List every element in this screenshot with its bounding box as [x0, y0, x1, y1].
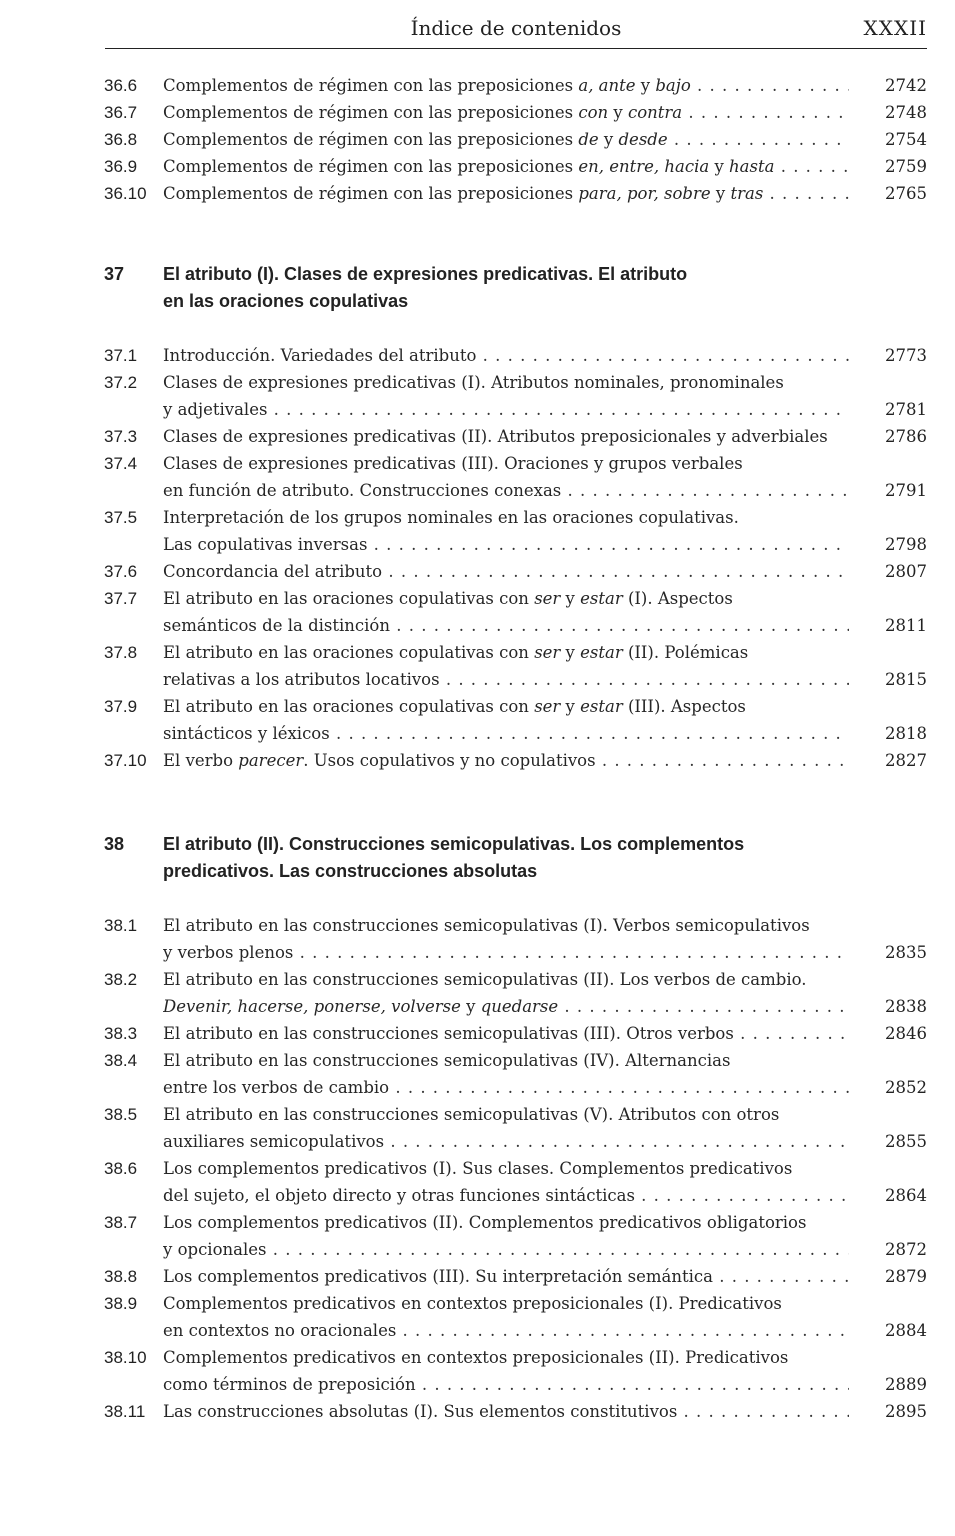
- entry-page-number: 2852: [885, 1078, 927, 1097]
- entry-title-line: como términos de preposición . . .: [163, 1371, 849, 1398]
- entry-number: 36.9: [104, 157, 138, 176]
- entry-number: 38.8: [104, 1267, 138, 1286]
- entry-page-number: 2835: [885, 943, 927, 962]
- entry-page-number: 2798: [885, 535, 927, 554]
- entry-title-line: El atributo en las oraciones copulativas con ser y estar (I). Aspectos: [163, 589, 733, 608]
- entry-title-line: semánticos de la distinción . . .: [163, 612, 849, 639]
- entry-title-line: Clases de expresiones predicativas (III). Oraciones y grupos verbales: [163, 454, 743, 473]
- toc-entry: [0, 1020, 955, 1047]
- entry-title-line: El atributo en las construcciones semicopulativas (I). Verbos semicopulativos: [163, 916, 810, 935]
- entry-title-line: El atributo en las construcciones semicopulativas (IV). Alternancias: [163, 1051, 731, 1070]
- entry-title-line: Complementos de régimen con las preposiciones con y contra . . .: [163, 99, 849, 126]
- entry-page-number: 2827: [885, 751, 927, 770]
- toc-entry: [0, 126, 955, 153]
- entry-title: [163, 153, 849, 180]
- entry-title: [163, 1290, 849, 1344]
- toc-entry: [0, 585, 955, 639]
- entry-page-number: 2889: [885, 1375, 927, 1394]
- chapter-title-line: predicativos. Las construcciones absolutas: [163, 861, 538, 881]
- entry-number: 36.10: [104, 184, 147, 203]
- entry-title-line: Complementos de régimen con las preposiciones de y desde . . .: [163, 126, 849, 153]
- entry-title-line: Los complementos predicativos (I). Sus clases. Complementos predicativos: [163, 1159, 793, 1178]
- entry-number: 37.8: [104, 643, 138, 662]
- entry-number: 37.6: [104, 562, 138, 581]
- toc-entry: [0, 504, 955, 558]
- toc-entry: [0, 1209, 955, 1263]
- entry-title-line: entre los verbos de cambio . . .: [163, 1074, 849, 1101]
- entry-title-line: El atributo en las construcciones semicopulativas (III). Otros verbos . . .: [163, 1020, 849, 1047]
- entry-page-number: 2864: [885, 1186, 927, 1205]
- entry-title-line: Los complementos predicativos (III). Su interpretación semántica . . .: [163, 1263, 849, 1290]
- chapter-number: 38: [104, 834, 125, 854]
- entry-number: 38.5: [104, 1105, 138, 1124]
- entry-number: 38.7: [104, 1213, 138, 1232]
- toc-entry: [0, 450, 955, 504]
- entry-title: [163, 504, 849, 558]
- entry-title-line: relativas a los atributos locativos . . .: [163, 666, 849, 693]
- entry-number: 38.4: [104, 1051, 138, 1070]
- entry-title: [163, 1020, 849, 1047]
- entry-title-line: y verbos plenos . . .: [163, 939, 849, 966]
- entry-title-line: Complementos predicativos en contextos preposicionales (I). Predicativos: [163, 1294, 782, 1313]
- entry-title-line: en función de atributo. Construcciones conexas . . .: [163, 477, 849, 504]
- entry-page-number: 2838: [885, 997, 927, 1016]
- entry-page-number: 2754: [885, 130, 927, 149]
- chapter-number: 37: [104, 264, 125, 284]
- toc-entry: [0, 966, 955, 1020]
- entry-number: 37.10: [104, 751, 147, 770]
- entry-title: [163, 912, 849, 966]
- entry-page-number: 2815: [885, 670, 927, 689]
- entry-title-line: Los complementos predicativos (II). Complementos predicativos obligatorios: [163, 1213, 807, 1232]
- toc-entry: [0, 747, 955, 774]
- entry-title-line: El atributo en las construcciones semicopulativas (II). Los verbos de cambio.: [163, 970, 807, 989]
- entry-number: 37.2: [104, 373, 138, 392]
- entry-title-line: El verbo parecer. Usos copulativos y no copulativos . . .: [163, 747, 849, 774]
- toc-entry: [0, 1047, 955, 1101]
- entry-title-line: del sujeto, el objeto directo y otras funciones sintácticas . . .: [163, 1182, 849, 1209]
- entry-number: 38.6: [104, 1159, 138, 1178]
- entry-title: [163, 1398, 849, 1425]
- entry-title: [163, 99, 849, 126]
- toc-entry: [0, 639, 955, 693]
- entry-title-line: auxiliares semicopulativos . . .: [163, 1128, 849, 1155]
- entry-page-number: 2818: [885, 724, 927, 743]
- toc-entry: [0, 369, 955, 423]
- toc-entry: [0, 342, 955, 369]
- entry-page-number: 2765: [885, 184, 927, 203]
- entry-title-line: Concordancia del atributo . . .: [163, 558, 849, 585]
- entry-title-line: Interpretación de los grupos nominales en las oraciones copulativas.: [163, 508, 739, 527]
- chapter-title: [163, 831, 803, 885]
- toc-entry: [0, 423, 955, 450]
- entry-title-line: Las copulativas inversas . . .: [163, 531, 849, 558]
- entry-title: [163, 180, 849, 207]
- entry-page-number: 2742: [885, 76, 927, 95]
- page-number: XXXII: [863, 16, 927, 40]
- entry-title-line: y adjetivales . . .: [163, 396, 849, 423]
- entry-number: 37.3: [104, 427, 138, 446]
- toc-entry: [0, 1398, 955, 1425]
- entry-number: 36.6: [104, 76, 138, 95]
- entry-number: 37.5: [104, 508, 138, 527]
- entry-title-line: Devenir, hacerse, ponerse, volverse y quedarse . . .: [163, 993, 849, 1020]
- toc-entry: [0, 1263, 955, 1290]
- entry-number: 38.11: [104, 1402, 146, 1421]
- entry-page-number: 2807: [885, 562, 927, 581]
- entry-title-line: Clases de expresiones predicativas (I). Atributos nominales, pronominales: [163, 373, 784, 392]
- running-title: Índice de contenidos: [410, 16, 622, 40]
- entry-page-number: 2786: [885, 427, 927, 446]
- entry-title-line: en contextos no oracionales . . .: [163, 1317, 849, 1344]
- entry-title-line: Clases de expresiones predicativas (II). Atributos preposicionales y adverbiales: [163, 427, 828, 446]
- toc-entry: [0, 912, 955, 966]
- entry-title: [163, 558, 849, 585]
- chapter-title: [163, 261, 803, 315]
- entry-page-number: 2884: [885, 1321, 927, 1340]
- toc-entry: [0, 1344, 955, 1398]
- entry-title: [163, 1209, 849, 1263]
- entry-number: 38.9: [104, 1294, 138, 1313]
- entry-title-line: El atributo en las oraciones copulativas con ser y estar (III). Aspectos: [163, 697, 746, 716]
- toc-entry: [0, 558, 955, 585]
- entry-page-number: 2781: [885, 400, 927, 419]
- entry-number: 37.4: [104, 454, 138, 473]
- entry-page-number: 2791: [885, 481, 927, 500]
- entry-page-number: 2879: [885, 1267, 927, 1286]
- entry-page-number: 2855: [885, 1132, 927, 1151]
- entry-title-line: Complementos de régimen con las preposiciones a, ante y bajo . . .: [163, 72, 849, 99]
- toc-entry: [0, 99, 955, 126]
- entry-title-line: Complementos predicativos en contextos preposicionales (II). Predicativos: [163, 1348, 789, 1367]
- toc-entry: [0, 1155, 955, 1209]
- entry-title: [163, 369, 849, 423]
- entry-title-line: Complementos de régimen con las preposiciones en, entre, hacia y hasta . . .: [163, 153, 849, 180]
- entry-page-number: 2773: [885, 346, 927, 365]
- entry-title-line: Complementos de régimen con las preposiciones para, por, sobre y tras . . .: [163, 180, 849, 207]
- entry-page-number: 2895: [885, 1402, 927, 1421]
- entry-title-line: El atributo en las construcciones semicopulativas (V). Atributos con otros: [163, 1105, 780, 1124]
- toc-entry: [0, 180, 955, 207]
- entry-title: [163, 1101, 849, 1155]
- entry-page-number: 2846: [885, 1024, 927, 1043]
- entry-title: [163, 639, 849, 693]
- entry-number: 37.7: [104, 589, 138, 608]
- entry-title-line: Las construcciones absolutas (I). Sus elementos constitutivos . . .: [163, 1398, 849, 1425]
- toc-entry: [0, 72, 955, 99]
- entry-number: 38.1: [104, 916, 138, 935]
- toc-entry: [0, 153, 955, 180]
- entry-title-line: Introducción. Variedades del atributo . . .: [163, 342, 849, 369]
- entry-page-number: 2872: [885, 1240, 927, 1259]
- toc-entry: [0, 693, 955, 747]
- entry-page-number: 2759: [885, 157, 927, 176]
- entry-title: [163, 1155, 849, 1209]
- chapter-title-line: El atributo (I). Clases de expresiones predicativas. El atributo: [163, 264, 688, 284]
- entry-title-line: El atributo en las oraciones copulativas con ser y estar (II). Polémicas: [163, 643, 749, 662]
- entry-title-line: sintácticos y léxicos . . .: [163, 720, 849, 747]
- entry-title: [163, 72, 849, 99]
- entry-number: 38.3: [104, 1024, 138, 1043]
- entry-title: [163, 342, 849, 369]
- entry-title: [163, 1047, 849, 1101]
- entry-title: [163, 693, 849, 747]
- entry-page-number: 2748: [885, 103, 927, 122]
- chapter-title-line: El atributo (II). Construcciones semicopulativas. Los complementos: [163, 834, 745, 854]
- entry-number: 37.9: [104, 697, 138, 716]
- entry-title: [163, 126, 849, 153]
- entry-title: [163, 585, 849, 639]
- running-header: [105, 14, 927, 49]
- entry-page-number: 2811: [885, 616, 927, 635]
- entry-number: 37.1: [104, 346, 138, 365]
- entry-title: [163, 1263, 849, 1290]
- entry-number: 36.8: [104, 130, 138, 149]
- toc-entry: [0, 1101, 955, 1155]
- entry-title: [163, 450, 849, 504]
- entry-title: [163, 966, 849, 1020]
- entry-title: [163, 423, 849, 450]
- entry-number: 38.2: [104, 970, 138, 989]
- entry-number: 38.10: [104, 1348, 147, 1367]
- entry-title: [163, 747, 849, 774]
- toc-entry: [0, 1290, 955, 1344]
- entry-title-line: y opcionales . . .: [163, 1236, 849, 1263]
- chapter-title-line: en las oraciones copulativas: [163, 291, 409, 311]
- entry-number: 36.7: [104, 103, 138, 122]
- entry-title: [163, 1344, 849, 1398]
